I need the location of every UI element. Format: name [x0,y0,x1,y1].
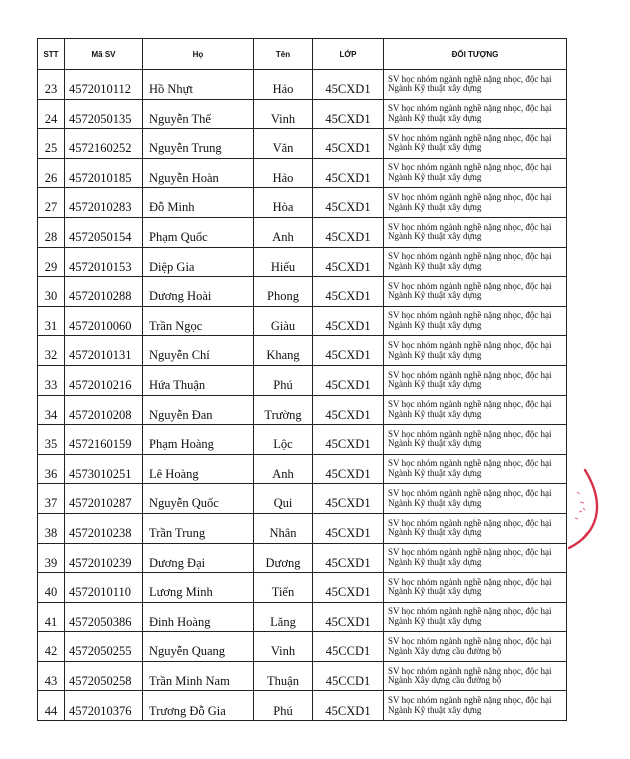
cell-lop: 45CXD1 [313,513,384,543]
cell-lop: 45CXD1 [313,425,384,455]
cell-doi-tuong: SV học nhóm ngành nghề nặng nhọc, độc hại Ngành Kỹ thuật xây dựng [384,484,567,514]
cell-ten: Lăng [254,602,313,632]
cell-stt: 42 [38,632,65,662]
cell-ma-sv: 4572010283 [65,188,143,218]
cell-ma-sv: 4572160159 [65,425,143,455]
cell-ma-sv: 4572010239 [65,543,143,573]
cell-ho: Lê Hoàng [143,454,254,484]
cell-ma-sv: 4572050386 [65,602,143,632]
cell-lop: 45CXD1 [313,217,384,247]
cell-ten: Qui [254,484,313,514]
cell-ho: Trần Minh Nam [143,661,254,691]
cell-stt: 34 [38,395,65,425]
cell-lop: 45CXD1 [313,454,384,484]
cell-stt: 38 [38,513,65,543]
cell-ho: Phạm Quốc [143,217,254,247]
cell-stt: 29 [38,247,65,277]
cell-lop: 45CXD1 [313,306,384,336]
cell-lop: 45CCD1 [313,632,384,662]
cell-doi-tuong: SV học nhóm ngành nghề nặng nhọc, độc hại Ngành Kỹ thuật xây dựng [384,247,567,277]
table-row [38,454,567,484]
cell-ten: Hảo [254,158,313,188]
cell-ten: Khang [254,336,313,366]
table-row [38,158,567,188]
cell-stt: 31 [38,306,65,336]
cell-stt: 27 [38,188,65,218]
cell-stt: 37 [38,484,65,514]
table-row [38,277,567,307]
header-lop: LỚP [313,39,384,70]
cell-ten: Vinh [254,632,313,662]
cell-lop: 45CXD1 [313,70,384,100]
cell-stt: 26 [38,158,65,188]
header-doi-tuong: ĐỐI TƯỢNG [384,39,567,70]
cell-ho: Trần Ngọc [143,306,254,336]
cell-lop: 45CXD1 [313,158,384,188]
cell-ten: Hiếu [254,247,313,277]
cell-lop: 45CXD1 [313,277,384,307]
cell-lop: 45CXD1 [313,188,384,218]
table-row [38,661,567,691]
cell-ten: Phú [254,365,313,395]
cell-ho: Nguyễn Chí [143,336,254,366]
table-row [38,573,567,603]
cell-doi-tuong: SV học nhóm ngành nghề nặng nhọc, độc hại Ngành Kỹ thuật xây dựng [384,425,567,455]
cell-doi-tuong: SV học nhóm ngành nghề nặng nhọc, độc hại Ngành Kỹ thuật xây dựng [384,543,567,573]
cell-ma-sv: 4572050258 [65,661,143,691]
cell-doi-tuong: SV học nhóm ngành nghề nặng nhọc, độc hại Ngành Kỹ thuật xây dựng [384,129,567,159]
table-body [38,70,567,721]
cell-ma-sv: 4572160252 [65,129,143,159]
header-stt: STT [38,39,65,70]
cell-ho: Nguyễn Thế [143,99,254,129]
cell-ma-sv: 4572010208 [65,395,143,425]
cell-ho: Dương Đại [143,543,254,573]
cell-lop: 45CXD1 [313,691,384,721]
cell-doi-tuong: SV học nhóm ngành nghề nặng nhọc, độc hại Ngành Kỹ thuật xây dựng [384,395,567,425]
header-ten: Tên [254,39,313,70]
cell-ma-sv: 4572050135 [65,99,143,129]
cell-doi-tuong: SV học nhóm ngành nghề nặng nhọc, độc hại Ngành Kỹ thuật xây dựng [384,306,567,336]
cell-ma-sv: 4572050255 [65,632,143,662]
cell-ma-sv: 4572010131 [65,336,143,366]
cell-ma-sv: 4572010288 [65,277,143,307]
cell-doi-tuong: SV học nhóm ngành nghề nặng nhọc, độc hại Ngành Xây dựng cầu đường bộ [384,661,567,691]
cell-lop: 45CXD1 [313,602,384,632]
header-ho: Họ [143,39,254,70]
cell-ma-sv: 4572010376 [65,691,143,721]
cell-ho: Dương Hoài [143,277,254,307]
cell-doi-tuong: SV học nhóm ngành nghề nặng nhọc, độc hại Ngành Kỹ thuật xây dựng [384,188,567,218]
table-row [38,247,567,277]
cell-doi-tuong: SV học nhóm ngành nghề nặng nhọc, độc hại Ngành Kỹ thuật xây dựng [384,217,567,247]
cell-ten: Văn [254,129,313,159]
cell-stt: 25 [38,129,65,159]
cell-ma-sv: 4572010153 [65,247,143,277]
cell-ten: Trường [254,395,313,425]
cell-doi-tuong: SV học nhóm ngành nghề nặng nhọc, độc hại Ngành Kỹ thuật xây dựng [384,691,567,721]
cell-doi-tuong: SV học nhóm ngành nghề nặng nhọc, độc hại Ngành Kỹ thuật xây dựng [384,513,567,543]
cell-ho: Nguyễn Đan [143,395,254,425]
cell-doi-tuong: SV học nhóm ngành nghề nặng nhọc, độc hại Ngành Kỹ thuật xây dựng [384,573,567,603]
cell-ten: Thuận [254,661,313,691]
cell-stt: 41 [38,602,65,632]
cell-ho: Nguyễn Trung [143,129,254,159]
cell-ten: Tiến [254,573,313,603]
header-row [38,39,567,70]
cell-ten: Vinh [254,99,313,129]
cell-doi-tuong: SV học nhóm ngành nghề nặng nhọc, độc hại Ngành Kỹ thuật xây dựng [384,365,567,395]
cell-ho: Diệp Gia [143,247,254,277]
cell-ho: Đinh Hoàng [143,602,254,632]
cell-ho: Trần Trung [143,513,254,543]
table-row [38,99,567,129]
cell-ma-sv: 4572010112 [65,70,143,100]
cell-lop: 45CCD1 [313,661,384,691]
table-row [38,336,567,366]
cell-stt: 28 [38,217,65,247]
cell-ten: Hòa [254,188,313,218]
table-row [38,188,567,218]
cell-lop: 45CXD1 [313,365,384,395]
cell-doi-tuong: SV học nhóm ngành nghề nặng nhọc, độc hại Ngành Xây dựng cầu đường bộ [384,632,567,662]
cell-ma-sv: 4572010238 [65,513,143,543]
cell-doi-tuong: SV học nhóm ngành nghề nặng nhọc, độc hại Ngành Kỹ thuật xây dựng [384,70,567,100]
cell-ten: Phong [254,277,313,307]
cell-ma-sv: 4572010185 [65,158,143,188]
cell-stt: 24 [38,99,65,129]
table-row [38,543,567,573]
table-row [38,691,567,721]
cell-ma-sv: 4572010060 [65,306,143,336]
cell-ten: Nhân [254,513,313,543]
cell-ma-sv: 4572010216 [65,365,143,395]
cell-ho: Nguyễn Quang [143,632,254,662]
cell-doi-tuong: SV học nhóm ngành nghề nặng nhọc, độc hại Ngành Kỹ thuật xây dựng [384,602,567,632]
table-row [38,70,567,100]
cell-stt: 36 [38,454,65,484]
cell-ho: Nguyễn Quốc [143,484,254,514]
cell-lop: 45CXD1 [313,336,384,366]
cell-doi-tuong: SV học nhóm ngành nghề nặng nhọc, độc hại Ngành Kỹ thuật xây dựng [384,277,567,307]
cell-lop: 45CXD1 [313,129,384,159]
cell-ho: Trương Đỗ Gia [143,691,254,721]
cell-lop: 45CXD1 [313,484,384,514]
cell-ho: Hồ Nhựt [143,70,254,100]
cell-ho: Nguyễn Hoàn [143,158,254,188]
table-row [38,513,567,543]
cell-stt: 32 [38,336,65,366]
cell-ho: Đỗ Minh [143,188,254,218]
cell-ten: Anh [254,454,313,484]
table-row [38,425,567,455]
cell-lop: 45CXD1 [313,395,384,425]
cell-stt: 44 [38,691,65,721]
cell-lop: 45CXD1 [313,543,384,573]
table-row [38,395,567,425]
cell-ho: Hứa Thuận [143,365,254,395]
cell-ten: Lộc [254,425,313,455]
seal-stamp [563,462,623,554]
cell-stt: 30 [38,277,65,307]
cell-ten: Giàu [254,306,313,336]
cell-stt: 23 [38,70,65,100]
cell-ten: Anh [254,217,313,247]
cell-ten: Dương [254,543,313,573]
table-row [38,217,567,247]
table-row [38,306,567,336]
cell-ma-sv: 4572010110 [65,573,143,603]
cell-stt: 33 [38,365,65,395]
student-table [37,38,567,721]
table-row [38,632,567,662]
cell-ma-sv: 4573010251 [65,454,143,484]
cell-doi-tuong: SV học nhóm ngành nghề nặng nhọc, độc hại Ngành Kỹ thuật xây dựng [384,99,567,129]
table-row [38,602,567,632]
cell-lop: 45CXD1 [313,99,384,129]
cell-doi-tuong: SV học nhóm ngành nghề nặng nhọc, độc hại Ngành Kỹ thuật xây dựng [384,158,567,188]
cell-ma-sv: 4572010287 [65,484,143,514]
cell-ten: Phú [254,691,313,721]
table-row [38,365,567,395]
cell-stt: 43 [38,661,65,691]
cell-stt: 35 [38,425,65,455]
header-ma-sv: Mã SV [65,39,143,70]
cell-doi-tuong: SV học nhóm ngành nghề nặng nhọc, độc hại Ngành Kỹ thuật xây dựng [384,454,567,484]
cell-doi-tuong: SV học nhóm ngành nghề nặng nhọc, độc hại Ngành Kỹ thuật xây dựng [384,336,567,366]
cell-lop: 45CXD1 [313,573,384,603]
cell-stt: 40 [38,573,65,603]
table-row [38,129,567,159]
cell-ho: Lương Minh [143,573,254,603]
table-row [38,484,567,514]
cell-stt: 39 [38,543,65,573]
cell-ma-sv: 4572050154 [65,217,143,247]
cell-lop: 45CXD1 [313,247,384,277]
cell-ho: Phạm Hoàng [143,425,254,455]
cell-ten: Hảo [254,70,313,100]
